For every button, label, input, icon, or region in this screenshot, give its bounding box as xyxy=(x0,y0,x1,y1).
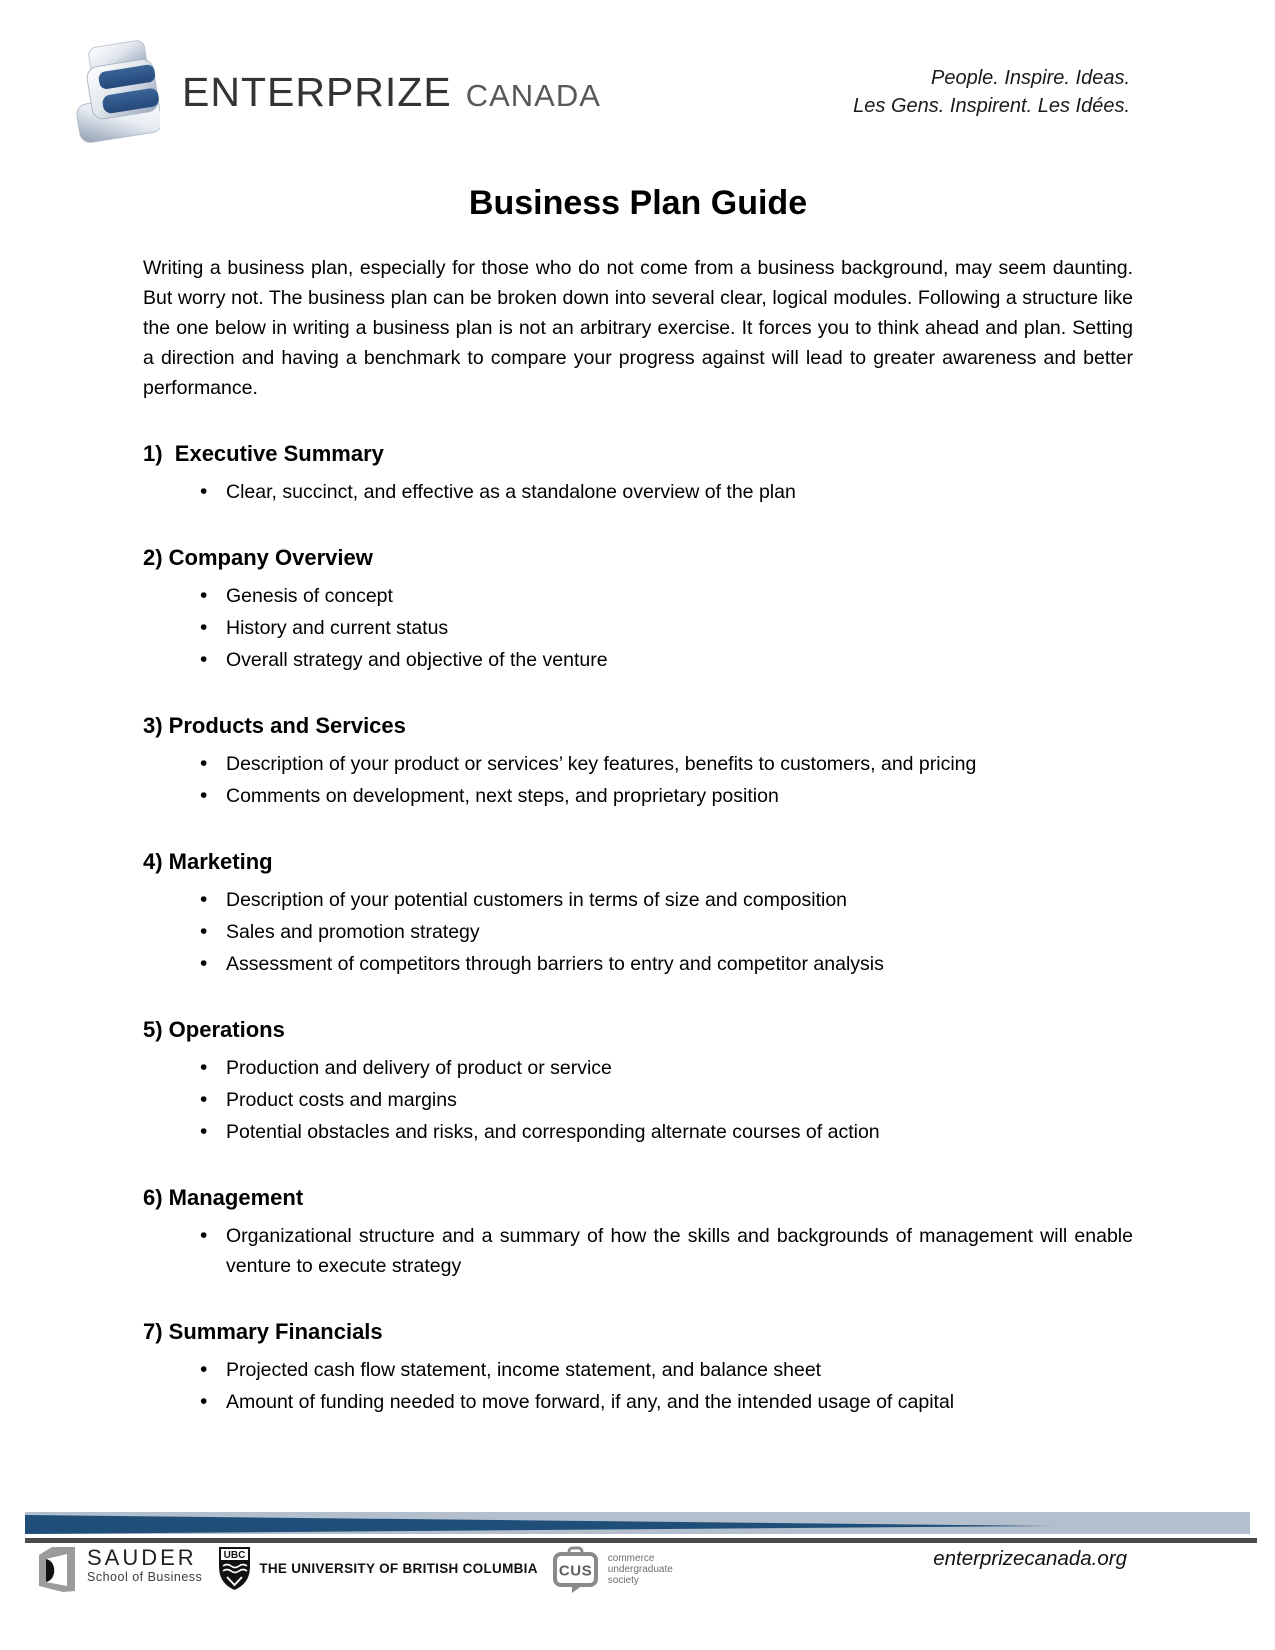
page-title: Business Plan Guide xyxy=(468,184,808,222)
bullet-item xyxy=(143,1085,1133,1115)
bullet-text: Amount of funding needed to move forward, if any, and the intended usage of capital xyxy=(226,1391,955,1413)
cus-caption-line: undergraduate xyxy=(607,1564,673,1575)
bullet-item xyxy=(143,645,1133,675)
bullet-text: Description of your potential customers in terms of size and composition xyxy=(226,889,848,911)
guide-section xyxy=(143,713,1133,811)
bullet-text: Potential obstacles and risks, and corresponding alternate courses of action xyxy=(226,1121,880,1143)
bullet-item xyxy=(143,781,1133,811)
section-bullets xyxy=(143,749,1133,811)
sauder-name: SAUDER xyxy=(87,1545,197,1570)
ubc-logo xyxy=(218,1546,537,1591)
cus-bubble-icon xyxy=(552,1546,599,1593)
bullet-text: Genesis of concept xyxy=(226,585,393,607)
bullet-text: Projected cash flow statement, income statement, and balance sheet xyxy=(226,1359,822,1381)
section-bullets xyxy=(143,581,1133,675)
footer-website: enterprizecanada.org xyxy=(933,1547,1127,1570)
bullet-item xyxy=(143,917,1133,947)
bullet-item xyxy=(143,885,1133,915)
guide-section xyxy=(143,1319,1133,1417)
cus-caption-line: society xyxy=(607,1575,639,1586)
bullet-item xyxy=(143,1355,1133,1385)
sauder-logo xyxy=(37,1546,202,1593)
section-bullets xyxy=(143,477,1133,507)
section-heading: 5) Operations xyxy=(143,1017,285,1042)
footer-logos xyxy=(37,1546,673,1593)
footer-rule xyxy=(25,1538,1257,1543)
section-heading: 1) Executive Summary xyxy=(143,441,384,466)
bullet-item xyxy=(143,581,1133,611)
sauder-door-icon xyxy=(37,1546,77,1593)
bullet-item xyxy=(143,613,1133,643)
bullet-text: Assessment of competitors through barriers to entry and competitor analysis xyxy=(226,953,884,975)
sections xyxy=(143,441,1133,1417)
cus-logo xyxy=(552,1546,673,1593)
bullet-item xyxy=(143,1221,1133,1281)
sauder-subtitle: School of Business xyxy=(87,1570,203,1584)
document-body xyxy=(143,0,1133,1419)
bullet-text: Comments on development, next steps, and proprietary position xyxy=(226,785,779,807)
tagline-french: Les Gens. Inspirent. Les Idées. xyxy=(853,95,1130,117)
section-heading: 3) Products and Services xyxy=(143,713,406,738)
bullet-item xyxy=(143,477,1133,507)
bullet-text: Clear, succinct, and effective as a standalone overview of the plan xyxy=(226,481,796,503)
brand-region: CANADA xyxy=(465,77,601,113)
bullet-text: History and current status xyxy=(226,617,449,639)
ubc-name: THE UNIVERSITY OF BRITISH COLUMBIA xyxy=(259,1561,538,1576)
bullet-text: Sales and promotion strategy xyxy=(226,921,480,943)
section-bullets xyxy=(143,1221,1133,1281)
bullet-text: Description of your product or services’ key features, benefits to customers, and pricing xyxy=(226,753,977,775)
bullet-item xyxy=(143,949,1133,979)
section-bullets xyxy=(143,885,1133,979)
cus-abbr-text: CUS xyxy=(558,1562,592,1580)
bullet-item xyxy=(143,1387,1133,1417)
cus-caption-line: commerce xyxy=(607,1553,655,1564)
bullet-item xyxy=(143,749,1133,779)
section-bullets xyxy=(143,1053,1133,1147)
guide-section xyxy=(143,849,1133,979)
brand-name: ENTERPRIZE xyxy=(182,68,452,115)
footer-accent-band xyxy=(25,1512,1250,1534)
ubc-crest-text: UBC xyxy=(223,1550,246,1561)
bullet-item xyxy=(143,1053,1133,1083)
bullet-text: Overall strategy and objective of the venture xyxy=(226,649,608,671)
bullet-text: Product costs and margins xyxy=(226,1089,457,1111)
guide-section xyxy=(143,545,1133,675)
ubc-crest-icon xyxy=(218,1546,251,1591)
intro-paragraph: Writing a business plan, especially for those who do not come from a business background, may seem daunting. But worry not. The business plan can be broken down into several clear, logical modules. Following a structure like the one below in writing a business plan is not an arbitrary exercise. It forces you to think ahead and plan. Setting a direction and having a benchmark to compare your progress against will lead to greater awareness and better performance. xyxy=(143,257,1133,399)
cus-caption xyxy=(608,1553,673,1586)
bullet-item xyxy=(143,1117,1133,1147)
section-heading: 6) Management xyxy=(143,1185,304,1210)
section-heading: 4) Marketing xyxy=(143,849,273,874)
section-bullets xyxy=(143,1355,1133,1417)
guide-section xyxy=(143,441,1133,507)
tagline-english: People. Inspire. Ideas. xyxy=(930,67,1130,89)
guide-section xyxy=(143,1185,1133,1281)
guide-section xyxy=(143,1017,1133,1147)
section-heading: 7) Summary Financials xyxy=(143,1319,383,1344)
section-heading: 2) Company Overview xyxy=(143,545,373,570)
bullet-text: Production and delivery of product or service xyxy=(226,1057,612,1079)
bullet-text: Organizational structure and a summary of how the skills and backgrounds of management will enable venture to execute strategy xyxy=(226,1225,1133,1277)
